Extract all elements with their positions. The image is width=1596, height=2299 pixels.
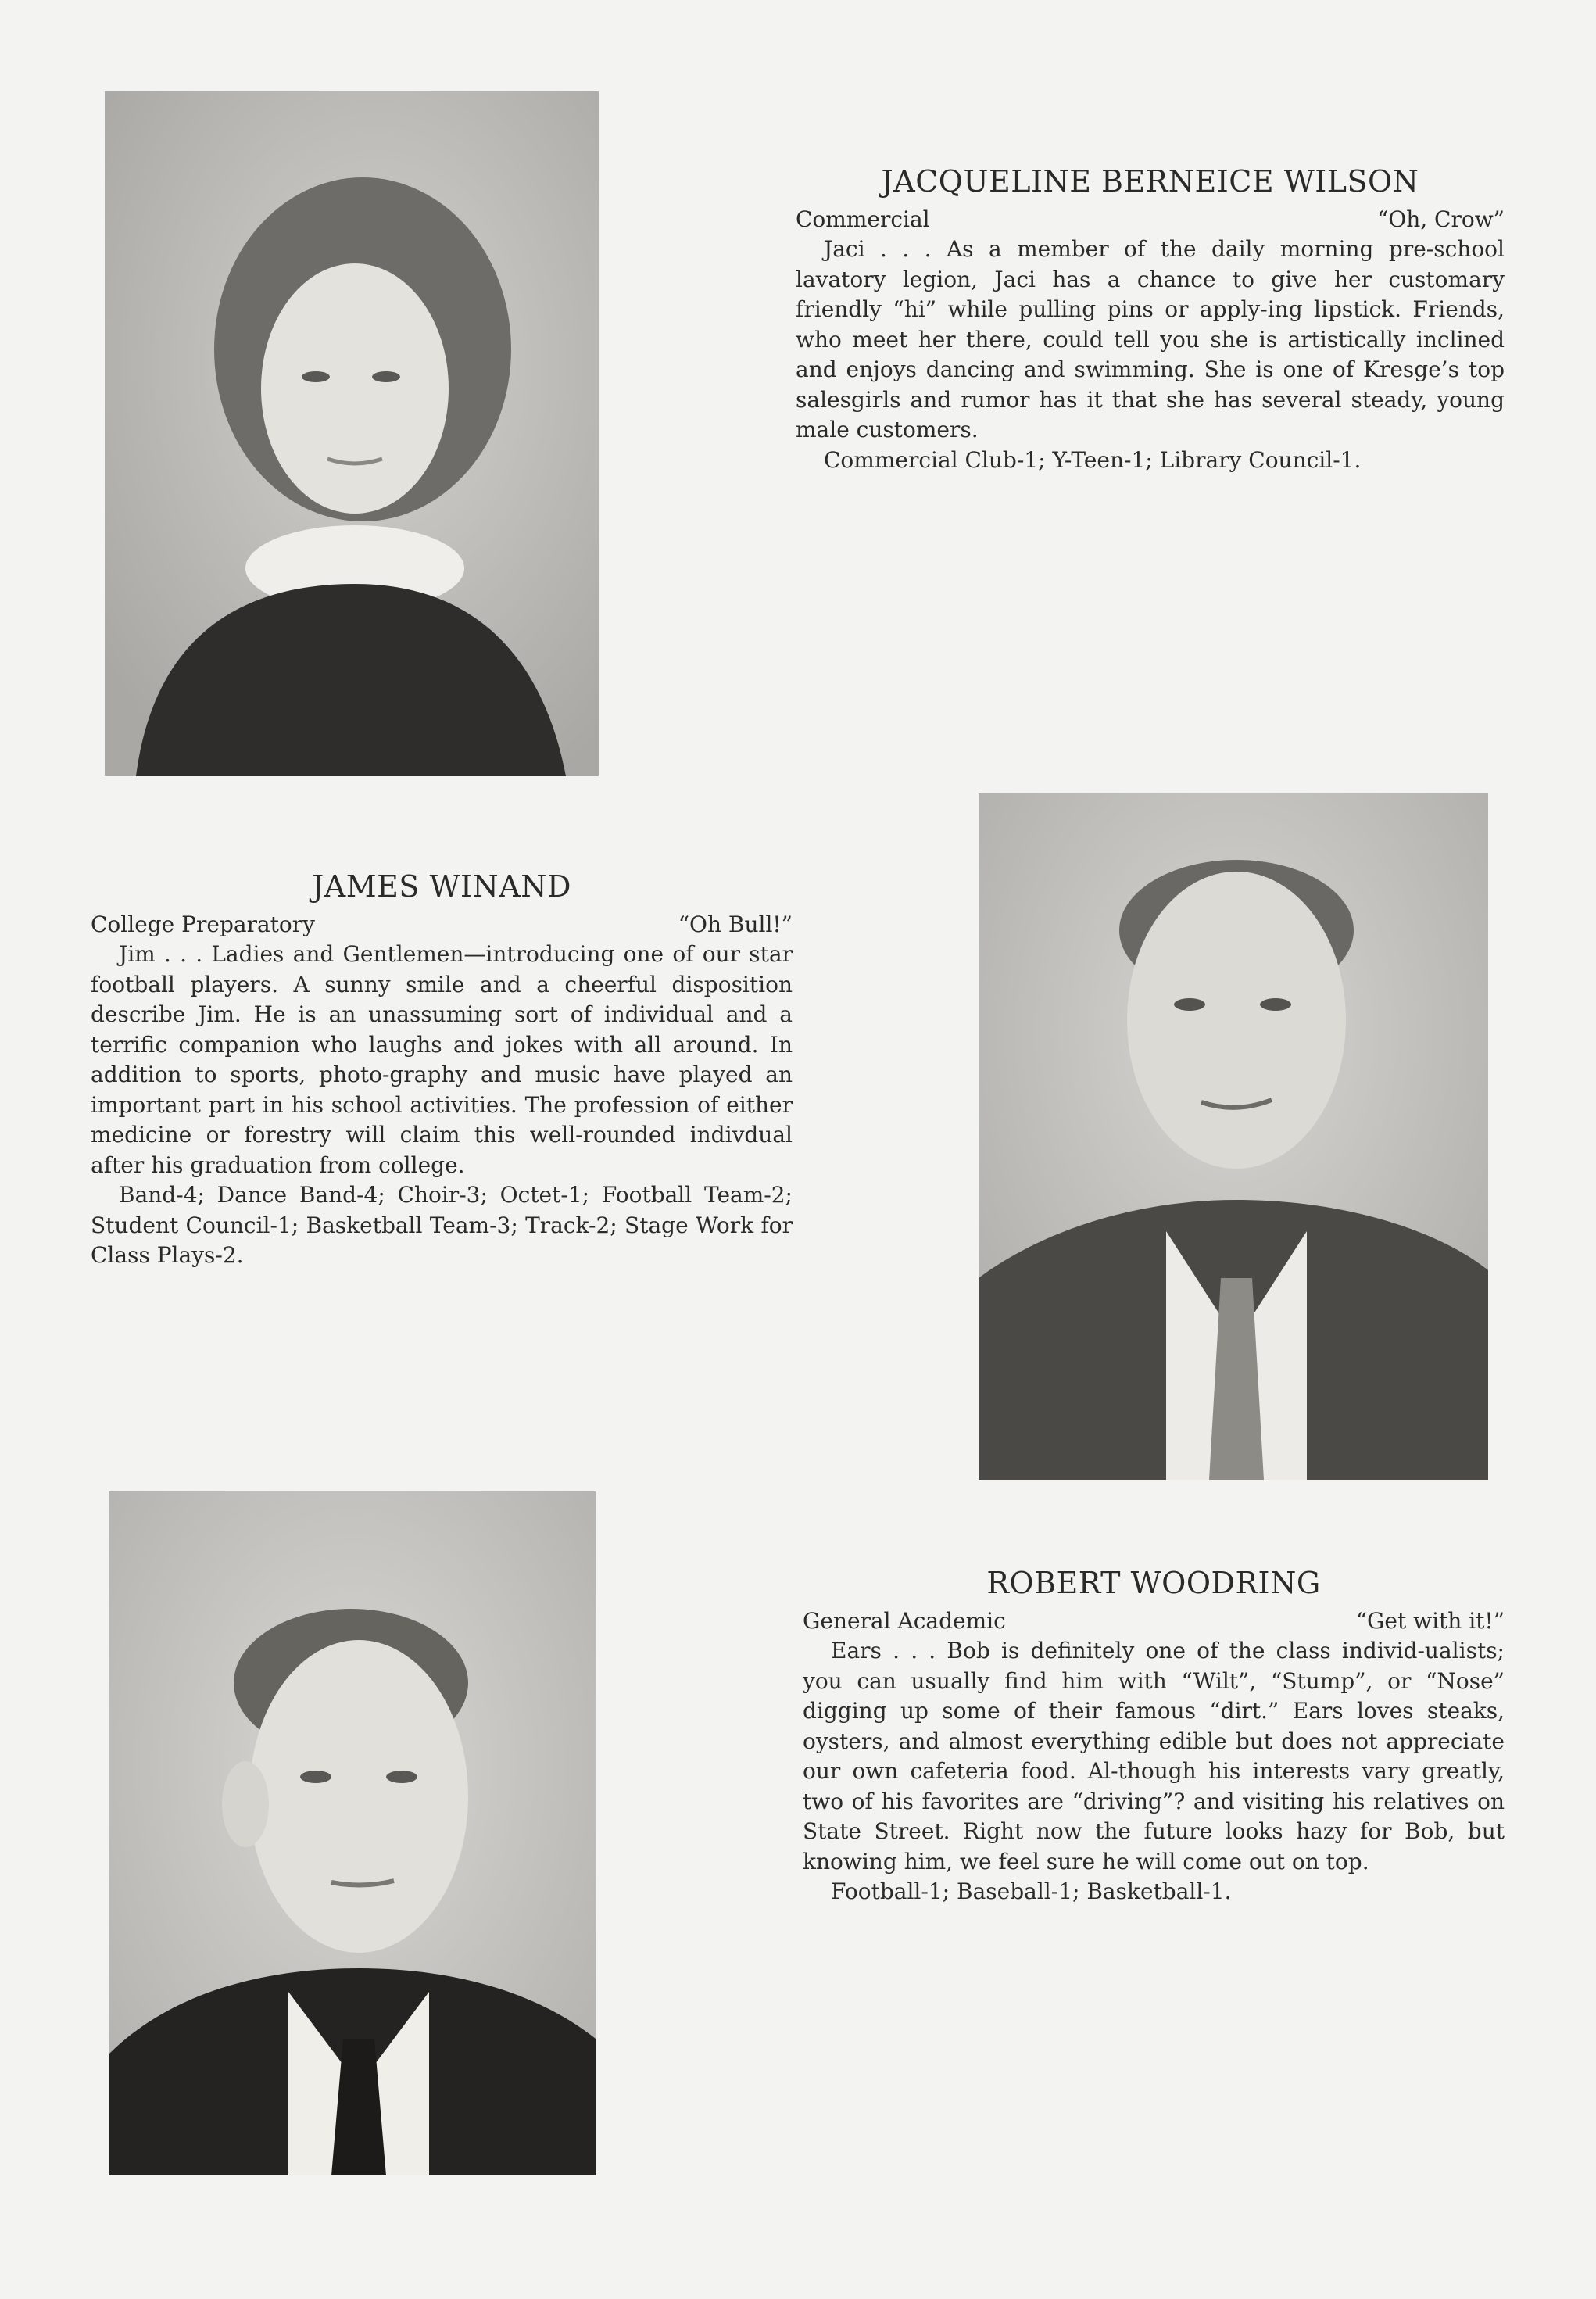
- portrait-james-winand: [979, 793, 1488, 1480]
- student-bio: Ears . . . Bob is definitely one of the class individ-ualists; you can usually find him with “Wilt”, “Stump”, or “Nose” digging up some of their famous “dirt.” Ears loves steaks, oysters, and almost everything edible but does not appreciate our own cafeteria food. Al-though his interests vary greatly, two of his favorites are “driving”? and visiting his relatives on State Street. Right now the future looks hazy for Bob, but knowing him, we feel sure he will come out on top.: [803, 1638, 1505, 1875]
- student-name: JAMES WINAND: [312, 869, 571, 904]
- student-course: College Preparatory: [91, 911, 315, 937]
- student-quote: “Oh, Crow”: [1376, 206, 1505, 232]
- student-name: JACQUELINE BERNEICE WILSON: [881, 164, 1419, 199]
- portrait-jacqueline-wilson: [105, 91, 599, 776]
- portrait-robert-image: [109, 1491, 596, 2175]
- student-meta: [803, 1606, 1505, 1636]
- student-activities: Band-4; Dance Band-4; Choir-3; Octet-1; Football Team-2; Student Council-1; Basketball Team-3; Track-2; Stage Work for Class Plays-2.: [91, 1182, 793, 1268]
- student-meta: [91, 910, 793, 940]
- student-course: Commercial: [796, 206, 930, 232]
- student-activities: Commercial Club-1; Y-Teen-1; Library Council-1.: [824, 446, 1362, 473]
- student-bio: Jim . . . Ladies and Gentlemen—introducing one of our star football players. A sunny smile and a cheerful disposition describe Jim. He is an unassuming sort of individual and a terrific companion who laughs and jokes with all around. In addition to sports, photo-graphy and music have played an important part in his school activities. The profession of either medicine or forestry will claim this well-rounded indivdual after his graduation from college.: [91, 941, 793, 1178]
- student-activities: Football-1; Baseball-1; Basketball-1.: [831, 1878, 1232, 1904]
- portrait-james-image: [979, 793, 1488, 1480]
- student-course: General Academic: [803, 1608, 1006, 1634]
- portrait-jacqueline-image: [105, 91, 599, 776]
- entry-jacqueline-wilson: [796, 164, 1505, 475]
- entry-robert-woodring: [803, 1566, 1505, 1907]
- student-quote: “Get with it!”: [1355, 1608, 1505, 1634]
- portrait-robert-woodring: [109, 1491, 596, 2175]
- student-quote: “Oh Bull!”: [678, 911, 793, 937]
- student-name: ROBERT WOODRING: [986, 1566, 1321, 1600]
- entry-james-winand: [91, 869, 793, 1271]
- student-meta: [796, 205, 1505, 235]
- student-bio: Jaci . . . As a member of the daily morning pre-school lavatory legion, Jaci has a chance to give her customary friendly “hi” while pulling pins or apply-ing lipstick. Friends, who meet her there, could tell you she is artistically inclined and enjoys dancing and swimming. She is one of Kresge’s top salesgirls and rumor has it that she has several steady, young male customers.: [796, 236, 1505, 442]
